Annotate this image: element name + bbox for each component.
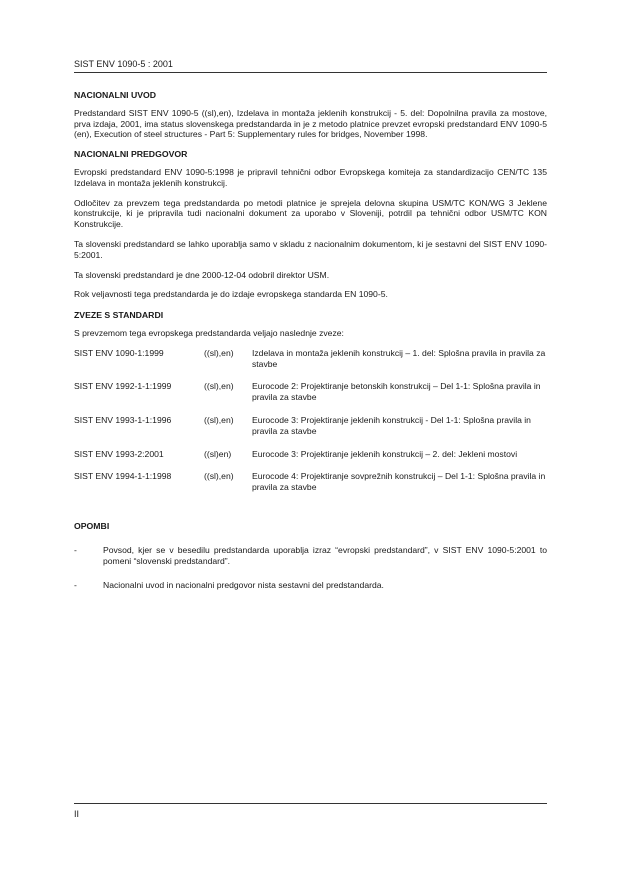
section-heading-zveze: ZVEZE S STANDARDI: [74, 310, 164, 321]
section-heading-opombi: OPOMBI: [74, 520, 110, 531]
standard-code: SIST ENV 1090-1:1999: [74, 347, 164, 358]
standard-title: Eurocode 2: Projektiranje betonskih konstrukcij – Del 1-1: Splošna pravila in pravila za stavbe: [252, 381, 541, 403]
predgovor-paragraph-5: Rok veljavnosti tega predstandarda je do izdaje evropskega standarda EN 1090-5.: [74, 289, 388, 300]
standard-title: Eurocode 4: Projektiranje sovprežnih konstrukcij – Del 1-1: Splošna pravila in pravila za stavbe: [252, 471, 546, 493]
standard-language: ((sl),en): [204, 381, 234, 392]
section-heading-predgovor: NACIONALNI PREDGOVOR: [74, 149, 188, 160]
page-header: [74, 56, 547, 73]
predgovor-paragraph-2: Odločitev za prevzem tega predstandarda po metodi platnice je sprejela delovna skupina USM/TC KON/WG 3 Jeklene konstrukcije, ki je pripravila tudi nacionalni dokument za uporabo v Sloveniji, potrdil pa tehnični odbor USM/TC KON Konstrukcije.: [74, 197, 547, 230]
standard-code: SIST ENV 1993-1-1:1996: [74, 414, 172, 425]
page-footer: [74, 803, 547, 821]
standard-code: SIST ENV 1994-1-1:1998: [74, 471, 172, 482]
note-text: Povsod, kjer se v besedilu predstandarda uporablja izraz “evropski predstandard”, v SIST ENV 1090-5:2001 to pomeni “slovenski predstandard”.: [103, 544, 547, 566]
page-number: II: [74, 809, 80, 819]
predgovor-paragraph-1: Evropski predstandard ENV 1090-5:1998 je pripravil tehnični odbor Evropskega komiteja za standardizacijo CEN/TC 135 Izdelava in montaža jeklenih konstrukcij.: [74, 166, 547, 188]
standard-title: Izdelava in montaža jeklenih konstrukcij – 1. del: Splošna pravila in pravila za stavbe: [252, 347, 546, 369]
standard-language: ((sl),en): [204, 471, 234, 482]
standards-table: [74, 348, 547, 493]
table-row: [74, 471, 547, 493]
document-code: SIST ENV 1090-5 : 2001: [74, 59, 173, 69]
list-dash: -: [74, 544, 77, 555]
list-item: [74, 545, 547, 567]
list-dash: -: [74, 580, 77, 591]
table-row: [74, 449, 547, 460]
standard-code: SIST ENV 1993-2:2001: [74, 448, 164, 459]
zveze-intro: S prevzemom tega evropskega predstandarda veljajo naslednje zveze:: [74, 327, 344, 338]
standard-language: ((sl),en): [204, 414, 234, 425]
standard-title: Eurocode 3: Projektiranje jeklenih konstrukcij – 2. del: Jekleni mostovi: [252, 448, 518, 459]
table-row: [74, 415, 547, 437]
standard-title: Eurocode 3: Projektiranje jeklenih konstrukcij - Del 1-1: Splošna pravila in pravila za stavbe: [252, 414, 531, 436]
document-body: [74, 90, 547, 605]
section-heading-uvod: NACIONALNI UVOD: [74, 90, 157, 100]
standard-language: ((sl),en): [204, 347, 234, 358]
standard-code: SIST ENV 1992-1-1:1999: [74, 381, 172, 392]
table-row: [74, 381, 547, 403]
table-row: [74, 348, 547, 370]
note-text: Nacionalni uvod in nacionalni predgovor nista sestavni del predstandarda.: [103, 580, 384, 591]
predgovor-paragraph-3: Ta slovenski predstandard se lahko uporablja samo v skladu z nacionalnim dokumentom, ki je sestavni del SIST ENV 1090-5:2001.: [74, 238, 547, 260]
predgovor-paragraph-4: Ta slovenski predstandard je dne 2000-12-04 odobril direktor USM.: [74, 269, 330, 280]
uvod-paragraph: Predstandard SIST ENV 1090-5 ((sl),en), Izdelava in montaža jeklenih konstrukcij - 5. del: Dopolnilna pravila za mostove, prva izdaja, 2001, ima status slovenskega predstandarda in je z metodo platnice prevzet evropski predstandard ENV 1090-5 (en), Execution of steel structures - Part 5: Supplementary rules for bridges, November 1998.: [74, 107, 547, 140]
standard-language: ((sl)en): [204, 448, 232, 459]
list-item: [74, 580, 547, 591]
